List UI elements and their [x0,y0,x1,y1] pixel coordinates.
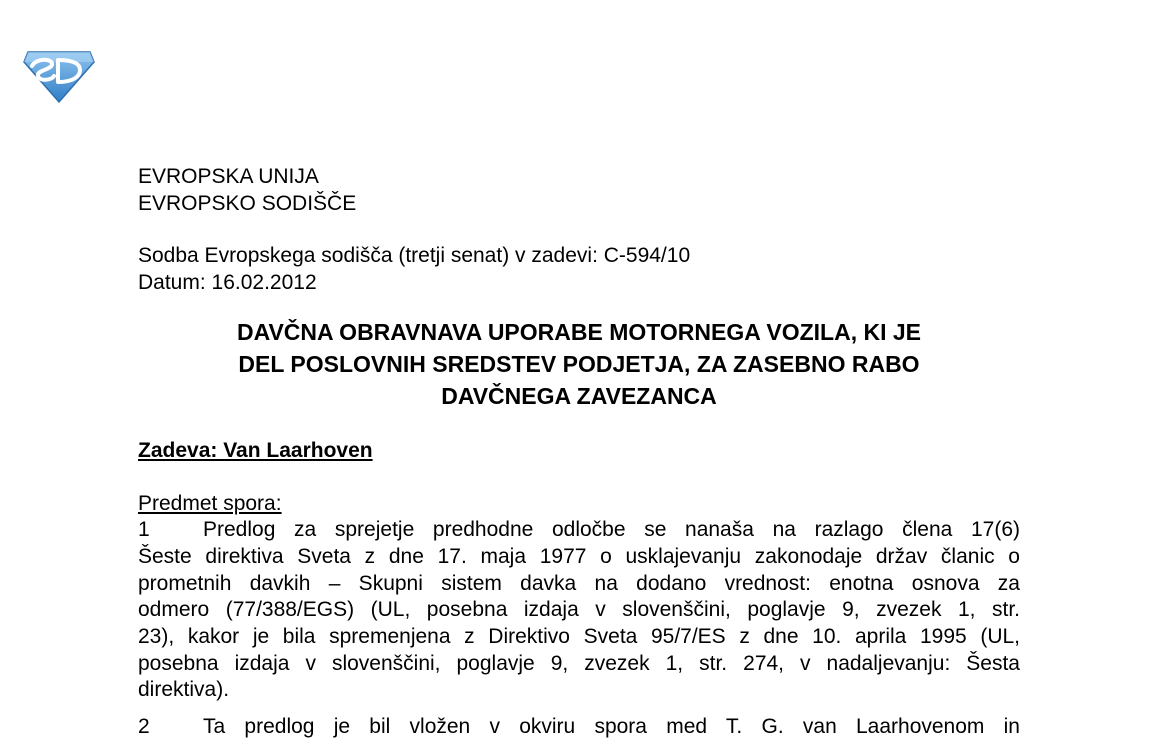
paragraph-line: 2 Ta predlog je bil vložen v okviru spora med T. G. van Laarhovenom in [138,714,1020,741]
document-body [138,164,1020,741]
paragraph-line: odmero (77/388/EGS) (UL, posebna izdaja v slovenščini, poglavje 9, zvezek 1, str. [138,598,1020,622]
header-court: EVROPSKO SODIŠČE [138,191,357,215]
paragraph-number: 2 [138,715,150,739]
paragraph-line: posebna izdaja v slovenščini, poglavje 9, zvezek 1, str. 274, v nadaljevanju: Šesta [138,651,1020,675]
title-line-1: DAVČNA OBRAVNAVA UPORABE MOTORNEGA VOZILA, KI JE [236,318,922,345]
document-title [138,316,1020,412]
subject-line: Zadeva: Van Laarhoven [138,438,373,462]
paragraph-number: 1 [138,518,150,542]
paragraph-line: 23), kakor je bila spremenjena z Direktivo Sveta 95/7/ES z dne 10. aprila 1995 (UL, [138,625,1020,649]
paragraph-2 [138,714,1020,741]
paragraph-line: 1 Predlog za sprejetje predhodne odločbe se nanaša na razlago člena 17(6) [138,517,1020,544]
case-judgment: Sodba Evropskega sodišča (tretji senat) v zadevi: C-594/10 [138,244,691,268]
case-date: Datum: 16.02.2012 [138,271,317,295]
title-line-2: DEL POSLOVNIH SREDSTEV PODJETJA, ZA ZASEBNO RABO [238,350,920,377]
paragraph-line: prometnih davkih – Skupni sistem davka na dodano vrednost: enotna osnova za [138,571,1020,595]
paragraph-1 [138,517,1020,704]
section-heading: Predmet spora: [138,491,282,515]
title-line-3: DAVČNEGA ZAVEZANCA [441,382,717,409]
paragraph-line: Šeste direktiva Sveta z dne 17. maja 1977 o usklajevanju zakonodaje držav članic o [138,544,1020,568]
paragraph-line: direktiva). [138,678,230,702]
sd-diamond-logo-icon [22,48,96,104]
header-eu: EVROPSKA UNIJA [138,165,319,188]
